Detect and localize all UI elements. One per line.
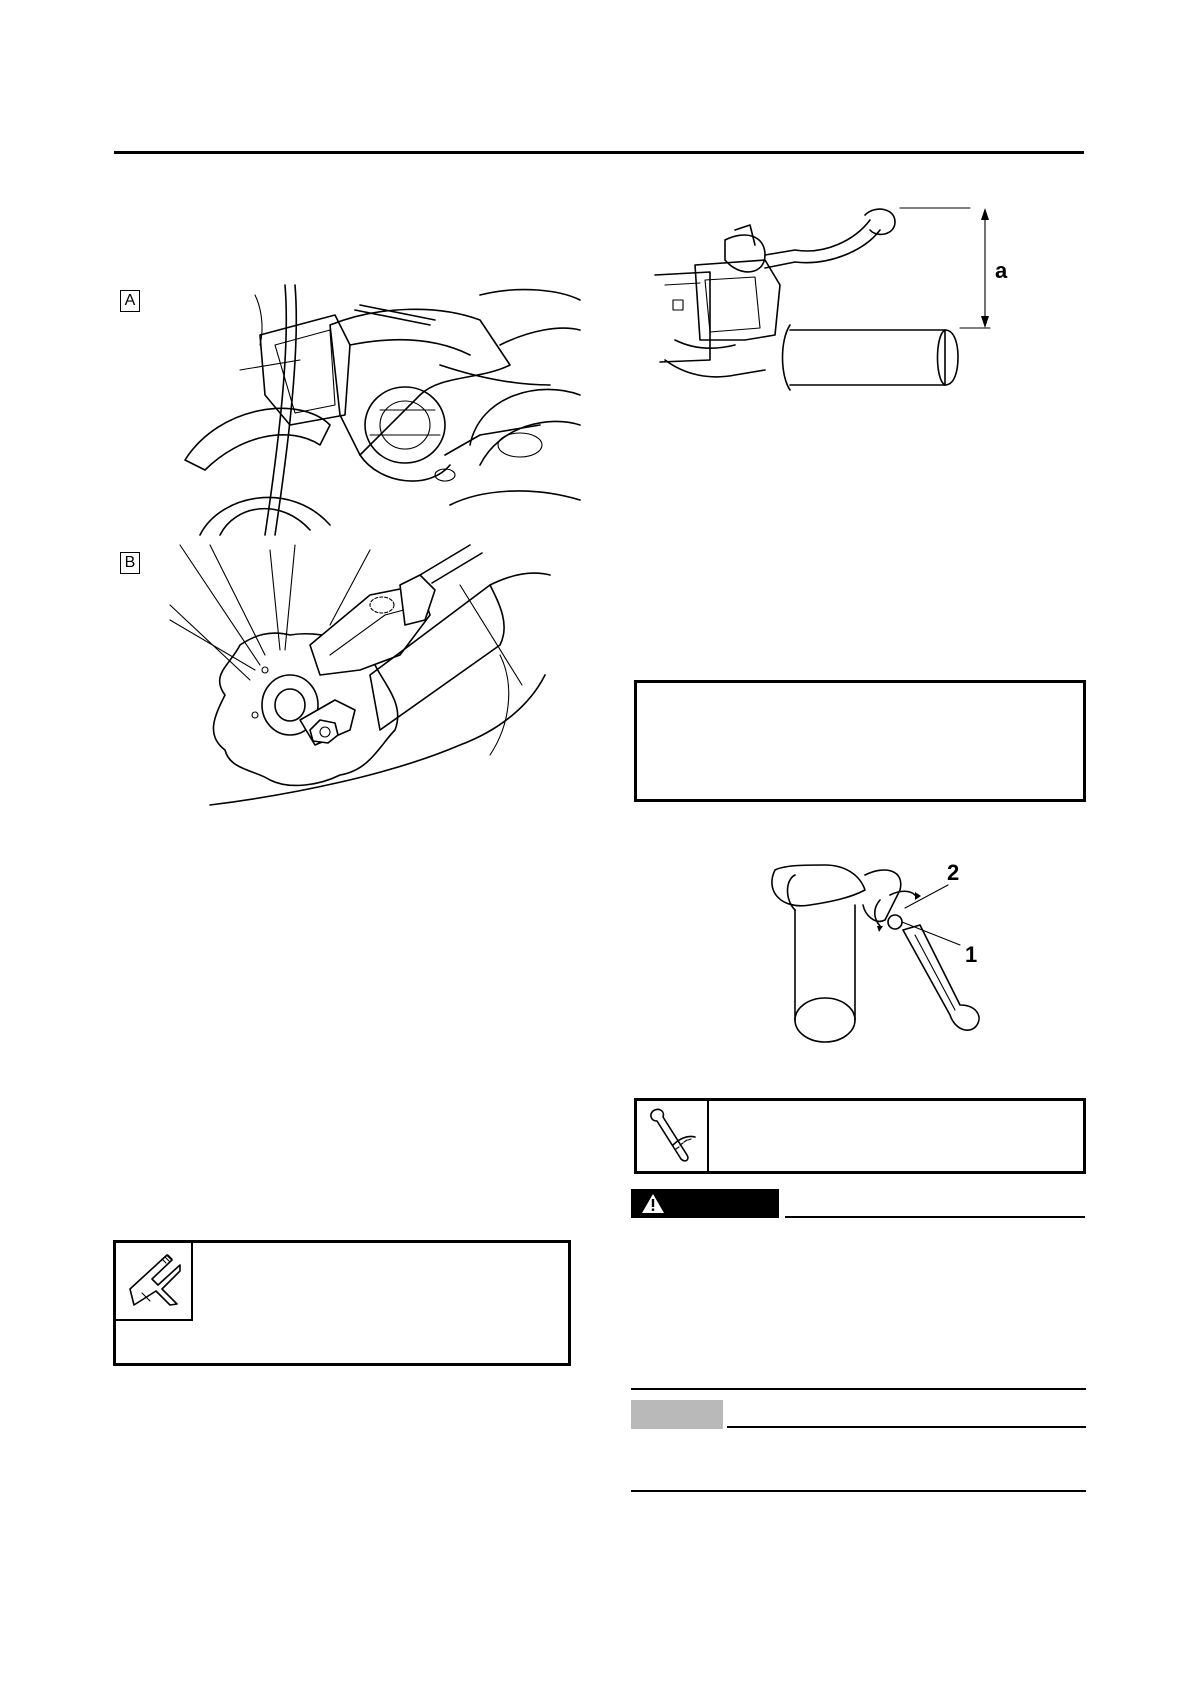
dimension-label-a: a [995,258,1008,283]
brake-caliper-illustration [170,545,550,805]
torque-wrench-icon [643,1105,703,1167]
warning-triangle-icon [641,1193,665,1214]
spec-box [113,1240,571,1366]
warning-rule [785,1216,1085,1218]
note-rule [727,1426,1086,1428]
caution-text-box [634,680,1086,802]
caliper-icon-cell [116,1243,193,1321]
section-rule [631,1388,1086,1390]
panel-a-label: A [120,290,140,312]
torque-icon-cell [637,1101,709,1171]
motorcycle-front-illustration [180,285,580,535]
clutch-lever-figure [655,200,1008,400]
warning-bar [631,1189,779,1218]
note-bar [631,1400,723,1429]
note-end-rule [631,1490,1086,1492]
callout-2: 2 [947,860,960,885]
torque-box [634,1098,1086,1174]
vernier-caliper-icon [122,1249,184,1311]
panel-b-label: B [120,552,140,574]
callout-1: 1 [965,942,978,967]
header-rule [114,151,1084,154]
